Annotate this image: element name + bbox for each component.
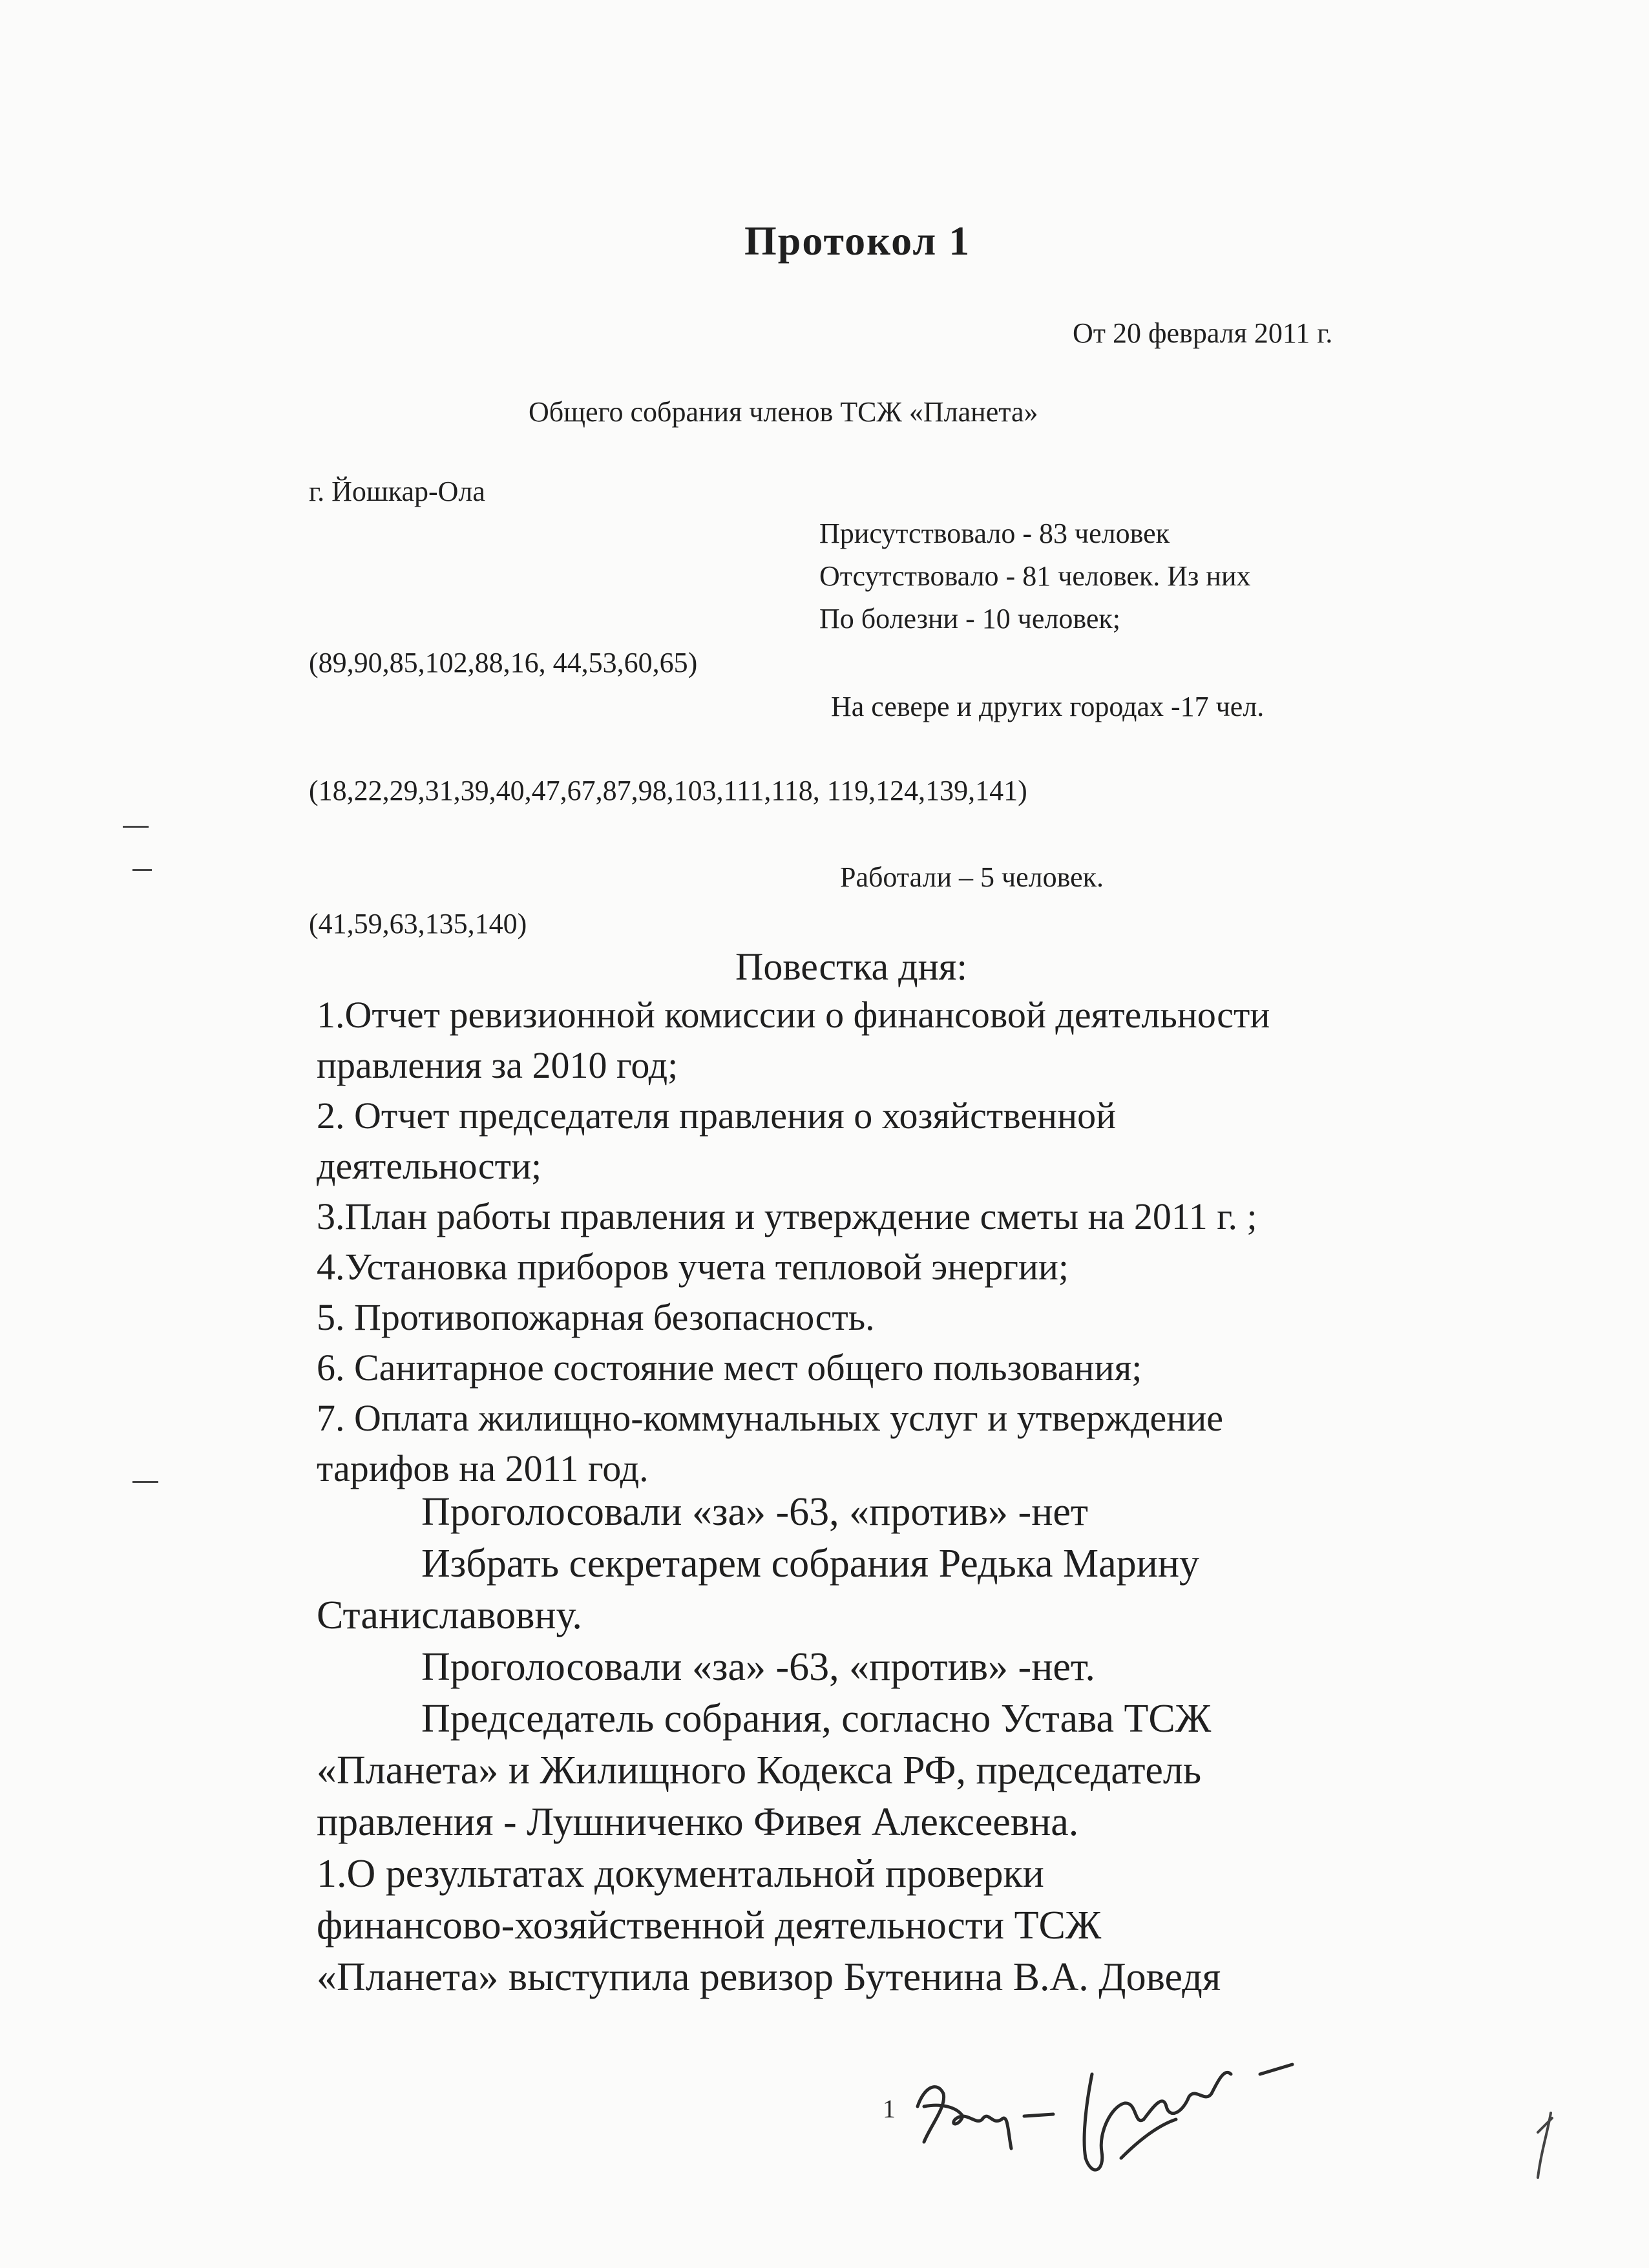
agenda-line: 4.Установка приборов учета тепловой энергии; xyxy=(317,1246,1069,1288)
agenda-line: 6. Санитарное состояние мест общего пользования; xyxy=(317,1347,1142,1389)
attendance-north: На севере и других городах -17 чел. xyxy=(831,691,1265,722)
agenda-line: 3.План работы правления и утверждение сметы на 2011 г. ; xyxy=(317,1195,1257,1237)
agenda-line: 7. Оплата жилищно-коммунальных услуг и утверждение xyxy=(317,1397,1224,1439)
body-line: правления - Лушниченко Фивея Алексеевна. xyxy=(317,1800,1079,1844)
agenda-line: 5. Противопожарная безопасность. xyxy=(317,1296,875,1338)
attendance-worked: Работали – 5 человек. xyxy=(840,861,1104,893)
attendance-ill-list: (89,90,85,102,88,16, 44,53,60,65) xyxy=(309,647,698,678)
margin-mark-icon xyxy=(1525,2106,1577,2184)
body-line: Председатель собрания, согласно Устава ТСЖ xyxy=(421,1697,1212,1741)
body-line: Проголосовали «за» -63, «против» -нет. xyxy=(421,1645,1095,1689)
agenda-line: тарифов на 2011 год. xyxy=(317,1447,649,1489)
attendance-worked-list: (41,59,63,135,140) xyxy=(309,908,527,940)
body-line: финансово-хозяйственной деятельности ТСЖ xyxy=(317,1904,1102,1948)
agenda-line: деятельности; xyxy=(317,1145,542,1187)
attendance-present: Присутствовало - 83 человек xyxy=(819,518,1170,549)
body-line: Станиславовну. xyxy=(317,1593,582,1637)
document-subtitle: Общего собрания членов ТСЖ «Планета» xyxy=(529,396,1038,428)
document-title: Протокол 1 xyxy=(744,218,971,264)
agenda-list xyxy=(317,990,1454,1494)
body-line: «Планета» выступила ревизор Бутенина В.А. Доведя xyxy=(317,1955,1221,1999)
scan-mark xyxy=(132,869,152,871)
body-line: 1.О результатах документальной проверки xyxy=(317,1852,1044,1896)
page-number: 1 xyxy=(883,2094,896,2123)
body-line: Проголосовали «за» -63, «против» -нет xyxy=(421,1490,1088,1534)
attendance-ill: По болезни - 10 человек; xyxy=(819,603,1120,635)
body-line: Избрать секретарем собрания Редька Марину xyxy=(421,1542,1200,1586)
body-line: «Планета» и Жилищного Кодекса РФ, председатель xyxy=(317,1748,1202,1792)
handwritten-signature xyxy=(879,2029,1396,2197)
agenda-heading: Повестка дня: xyxy=(735,945,968,988)
scan-mark xyxy=(123,826,149,828)
document-date: От 20 февраля 2011 г. xyxy=(1073,317,1333,349)
agenda-line: 2. Отчет председателя правления о хозяйственной xyxy=(317,1095,1117,1137)
minutes-body xyxy=(317,1486,1454,2003)
attendance-absent: Отсутствовало - 81 человек. Из них xyxy=(819,560,1251,592)
attendance-north-list: (18,22,29,31,39,40,47,67,87,98,103,111,118, 119,124,139,141) xyxy=(309,775,1027,806)
city-line: г. Йошкар-Ола xyxy=(309,476,485,507)
scan-mark xyxy=(132,1481,158,1483)
agenda-line: правления за 2010 год; xyxy=(317,1044,678,1086)
agenda-line: 1.Отчет ревизионной комиссии о финансовой деятельности xyxy=(317,994,1270,1036)
